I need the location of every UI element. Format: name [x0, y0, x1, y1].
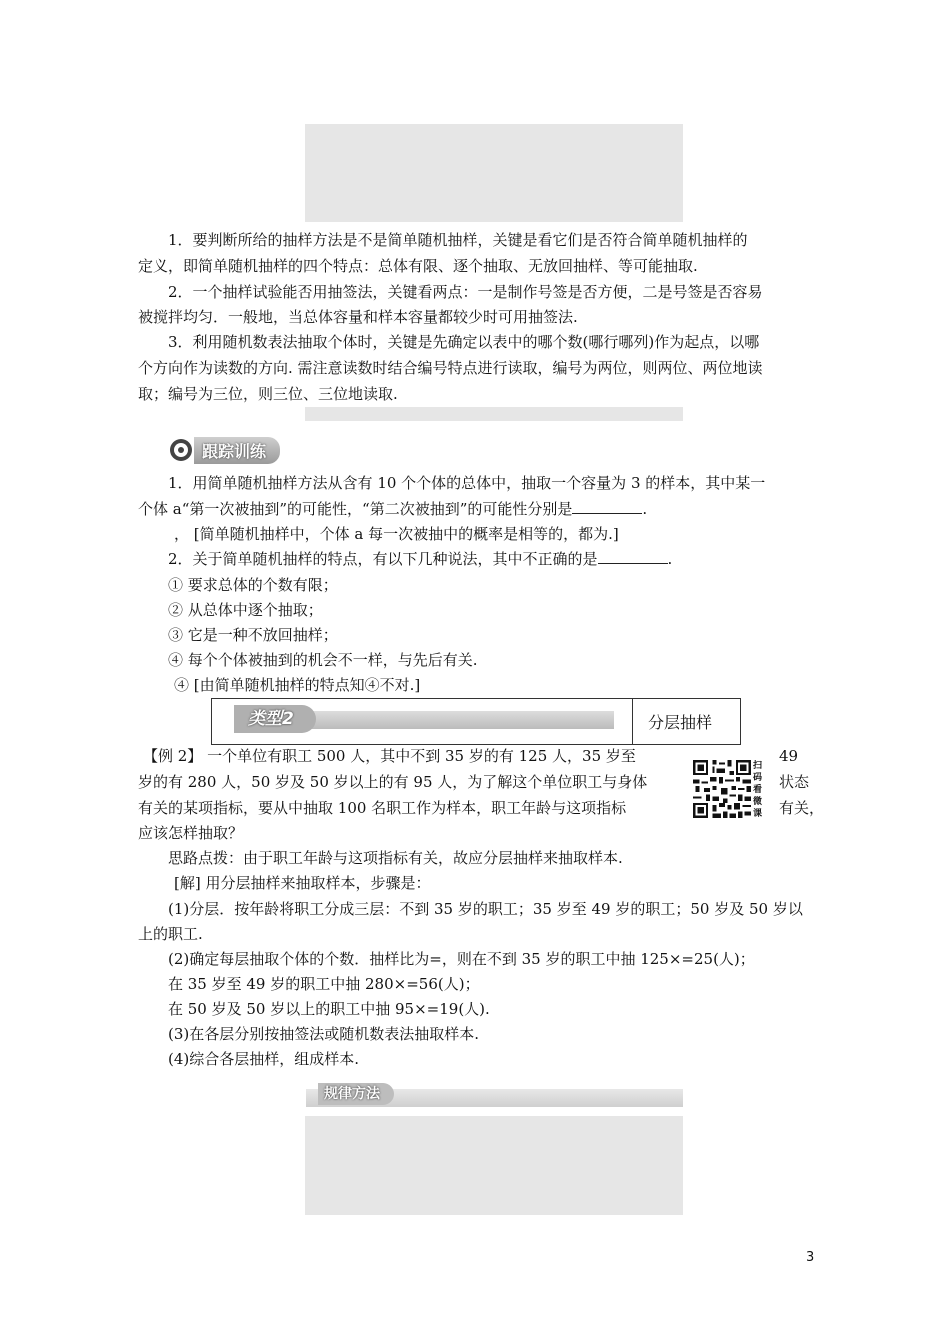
solution-step: 上的职工. [138, 925, 203, 943]
type-2-left-cell [212, 699, 633, 744]
type-2-header [211, 698, 741, 745]
example-line: 【例 2】 一个单位有职工 500 人，其中不到 35 岁的有 125 人，35 岁至 [143, 747, 636, 765]
solution-intro: [解] 用分层抽样来抽取样本，步骤是： [174, 874, 431, 892]
hint-line: 思路点拨：由于职工年龄与这项指标有关，故应分层抽样来抽取样本. [168, 849, 623, 867]
qr-code-icon[interactable] [691, 758, 753, 820]
solution-step: (4)综合各层抽样，组成样本. [168, 1050, 360, 1068]
answer-1: ， [简单随机抽样中，个体 a 每一次被抽中的概率是相等的，都为.] [174, 525, 619, 543]
summary-line: 1．要判断所给的抽样方法是不是简单随机抽样，关键是看它们是否符合简单随机抽样的 [168, 231, 748, 249]
question-1-line: 1．用简单随机抽样方法从含有 10 个个体的总体中，抽取一个容量为 3 的样本，其中某一 [168, 474, 766, 492]
question-2-line [168, 548, 672, 570]
question-2-text: 2．关于简单随机抽样的特点，有以下几种说法，其中不正确的是 [168, 550, 598, 568]
question-2-end: . [667, 550, 673, 568]
summary-line: 个方向作为读数的方向. 需注意读数时结合编号特点进行读取，编号为两位，则两位、两位地读 [138, 359, 763, 377]
option-2: ② 从总体中逐个抽取； [168, 601, 323, 619]
example-line: 应该怎样抽取？ [138, 824, 244, 842]
type-2-title: 分层抽样 [648, 713, 713, 732]
example-line-right: 49 [779, 747, 799, 765]
answer-blank [598, 549, 668, 564]
summary-line: 取；编号为三位，则三位、三位地读取. [138, 385, 398, 403]
solution-step: 在 35 岁至 49 岁的职工中抽 280×=56(人)； [168, 975, 480, 993]
solution-step: (1)分层．按年龄将职工分成三层：不到 35 岁的职工；35 岁至 49 岁的职工；50 岁及 50 岁以 [168, 900, 803, 918]
solution-step: 在 50 岁及 50 岁以上的职工中抽 95×=19(人). [168, 1000, 490, 1018]
top-image-placeholder [305, 124, 683, 222]
practice-badge-label: 跟踪训练 [194, 437, 280, 464]
type-2-tab: 类型2 [234, 705, 316, 733]
summary-bottom-bar [305, 407, 683, 421]
question-1-line [138, 498, 647, 520]
qr-caption: 扫码看微课 [753, 761, 763, 819]
rules-tab: 规律方法 [318, 1083, 394, 1105]
option-4: ④ 每个个体被抽到的机会不一样，与先后有关. [168, 651, 478, 669]
option-1: ① 要求总体的个数有限； [168, 576, 338, 594]
summary-line: 被搅拌均匀．一般地，当总体容量和样本容量都较少时可用抽签法. [138, 308, 578, 326]
practice-badge [170, 436, 280, 464]
target-icon [170, 439, 192, 461]
page-number: 3 [806, 1250, 815, 1265]
answer-2: ④ [由简单随机抽样的特点知④不对.] [174, 676, 421, 694]
example-line-right: 有关， [779, 799, 825, 817]
question-1-text: 个体 a“第一次被抽到”的可能性，“第二次被抽到”的可能性分别是 [138, 500, 573, 518]
solution-step: (3)在各层分别按抽签法或随机数表法抽取样本. [168, 1025, 480, 1043]
example-line: 岁的有 280 人，50 岁及 50 岁以上的有 95 人，为了解这个单位职工与身体 [138, 773, 648, 791]
rules-image-placeholder [305, 1116, 683, 1215]
summary-line: 2．一个抽样试验能否用抽签法，关键看两点：一是制作号签是否方便，二是号签是否容易 [168, 283, 763, 301]
option-3: ③ 它是一种不放回抽样； [168, 626, 338, 644]
summary-line: 定义，即简单随机抽样的四个特点：总体有限、逐个抽取、无放回抽样、等可能抽取. [138, 257, 698, 275]
question-1-end: . [642, 500, 648, 518]
answer-blank [572, 499, 642, 514]
example-line-right: 状态 [779, 773, 810, 791]
solution-step: (2)确定每层抽取个体的个数．抽样比为=，则在不到 35 岁的职工中抽 125×=25(人)； [168, 950, 755, 968]
example-line: 有关的某项指标，要从中抽取 100 名职工作为样本，职工年龄与这项指标 [138, 799, 627, 817]
summary-line: 3．利用随机数表法抽取个体时，关键是先确定以表中的哪个数(哪行哪列)作为起点，以哪 [168, 333, 760, 351]
